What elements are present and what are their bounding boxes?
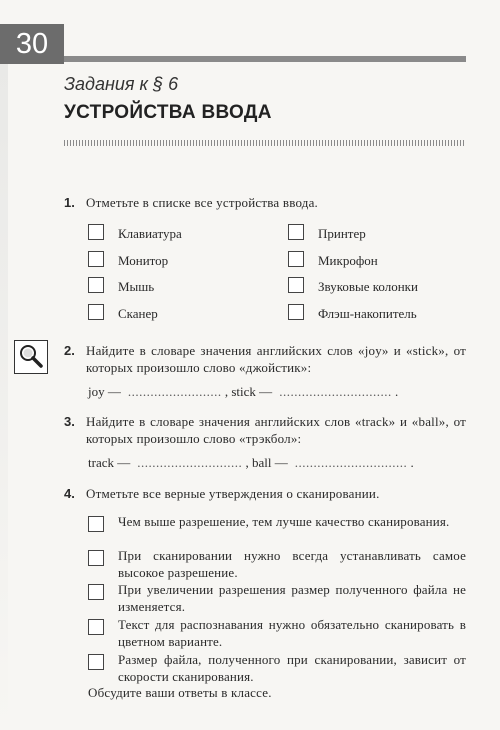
page-number: 30 [0,24,64,64]
section-subtitle: Задания к § 6 [64,74,179,94]
statement-text: Размер файла, полученного при сканировании, зависит от скорости сканирования. [118,652,466,684]
magnifier-icon [14,340,48,374]
question-text: Найдите в словаре значения английских слов «joy» и «stick», от которых произошло слово «джойстик»: [86,343,466,375]
option-label: Мышь [118,279,155,294]
word-label: , ball — [245,455,288,470]
checkbox-statement-1[interactable] [88,516,104,532]
checkbox-mouse[interactable] [88,277,104,293]
header-rule [64,56,466,62]
statement-text: При увеличении разрешения размер полученного файла не изменяется. [118,582,466,614]
question-4 [64,485,468,502]
question-number: 4. [64,486,75,501]
checkbox-flash-drive[interactable] [288,304,304,320]
question-text: Найдите в словаре значения английских слов «track» и «ball», от которых произошло слово «трэкбол»: [86,414,466,446]
end-mark: . [410,455,414,470]
answer-blank[interactable]: .............................. [275,384,392,399]
end-mark: . [394,384,399,399]
checkbox-keyboard[interactable] [88,224,104,240]
checkbox-microphone[interactable] [288,251,304,267]
question-1 [64,194,468,211]
checkbox-scanner[interactable] [88,304,104,320]
option-label: Флэш-накопитель [318,306,417,321]
word-label: , stick — [224,384,273,399]
checkbox-statement-3[interactable] [88,584,104,600]
question-2 [64,342,468,376]
checkbox-statement-4[interactable] [88,619,104,635]
word-label: joy — [88,384,121,399]
answer-blank[interactable]: ......................... [124,384,222,399]
question-number: 1. [64,195,75,210]
left-margin-band [0,64,8,730]
answer-blank[interactable]: .............................. [290,455,408,470]
question-text: Отметьте в списке все устройства ввода. [86,195,318,210]
word-label: track — [88,455,131,470]
answer-line-2 [88,384,398,400]
option-label: Принтер [318,226,366,241]
closing-instruction: Обсудите ваши ответы в классе. [88,685,272,700]
answer-line-3 [88,455,414,471]
option-label: Монитор [118,253,169,268]
checkbox-speakers[interactable] [288,277,304,293]
statement-text: Текст для распознавания нужно обязательно сканировать в цветном варианте. [118,617,466,649]
checkbox-statement-5[interactable] [88,654,104,670]
checkbox-statement-2[interactable] [88,550,104,566]
statement-text: Чем выше разрешение, тем лучше качество сканирования. [118,514,450,529]
checkbox-monitor[interactable] [88,251,104,267]
statement-text: При сканировании нужно всегда устанавливать самое высокое разрешение. [118,548,466,580]
option-label: Клавиатура [118,226,182,241]
question-text: Отметьте все верные утверждения о сканировании. [86,486,380,501]
section-title: УСТРОЙСТВА ВВОДА [64,102,272,123]
title-dotted-rule [64,140,466,146]
option-label: Звуковые колонки [318,279,418,294]
question-number: 3. [64,414,75,429]
question-number: 2. [64,343,75,358]
checkbox-printer[interactable] [288,224,304,240]
question-3 [64,413,468,447]
option-label: Сканер [118,306,158,321]
option-label: Микрофон [318,253,378,268]
answer-blank[interactable]: ............................ [133,455,243,470]
